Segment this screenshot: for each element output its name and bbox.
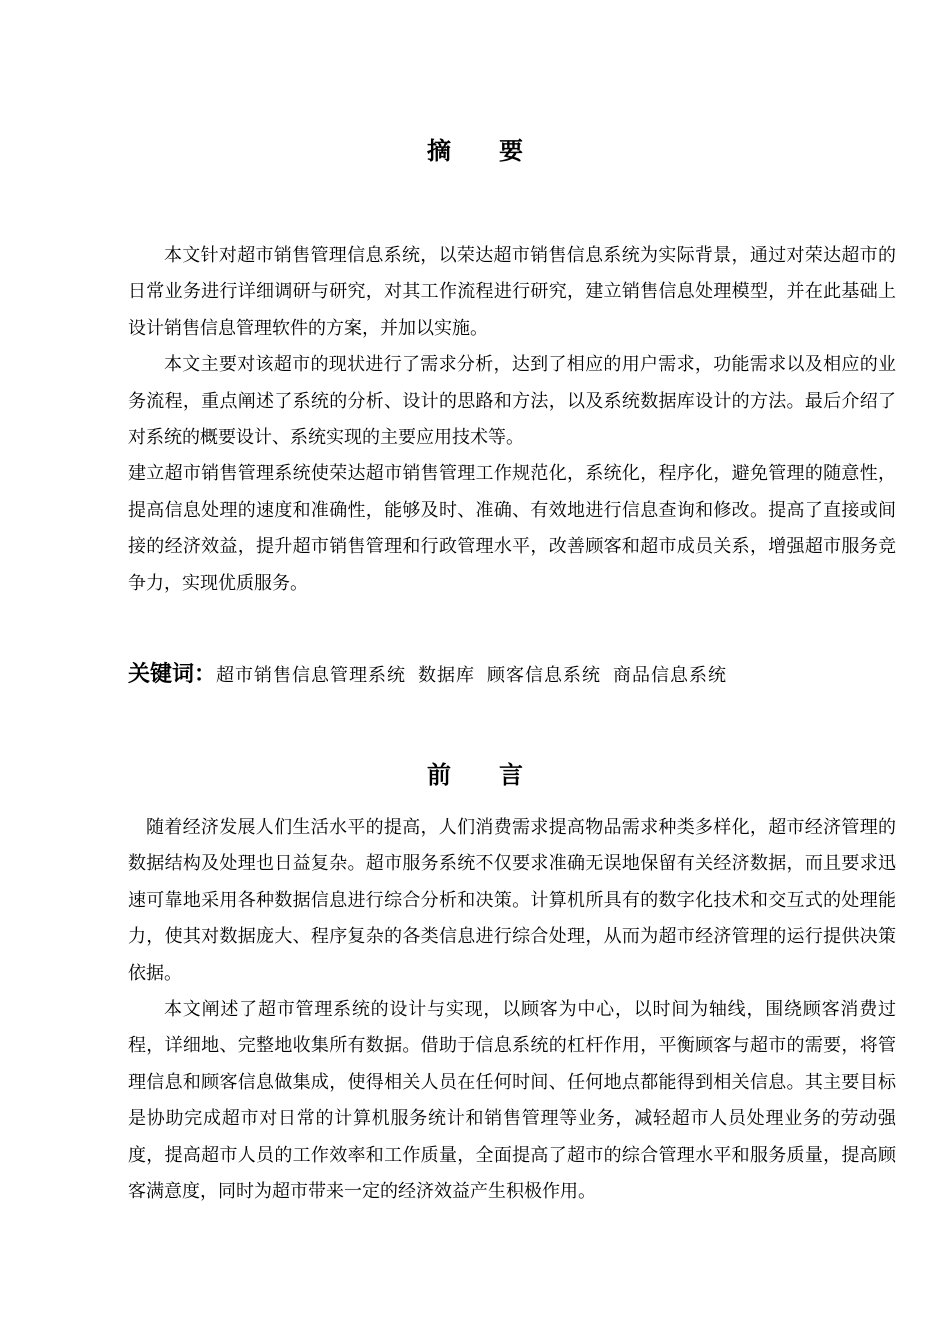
abstract-body [128,238,896,602]
keyword-item: 超市销售信息管理系统 [216,665,407,686]
abstract-paragraph: 本文针对超市销售管理信息系统，以荣达超市销售信息系统为实际背景，通过对荣达超市的日常业务进行详细调研与研究，对其工作流程进行研究，建立销售信息处理模型，并在此基础上设计销售信息管理软件的方案，并加以实施。 [128,245,896,339]
keywords-label: 关键词： [128,662,217,687]
preface-heading-char-2: 言 [499,761,523,789]
preface-paragraph: 本文阐述了超市管理系统的设计与实现，以顾客为中心，以时间为轴线，围绕顾客消费过程，详细地、完整地收集所有数据。借助于信息系统的杠杆作用，平衡顾客与超市的需要，将管理信息和顾客信息做集成，使得相关人员在任何时间、任何地点都能得到相关信息。其主要目标是协助完成超市对日常的计算机服务统计和销售管理等业务，减轻超市人员处理业务的劳动强度，提高超市人员的工作效率和工作质量，全面提高了超市的综合管理水平和服务质量，提高顾客满意度，同时为超市带来一定的经济效益产生积极作用。 [128,999,896,1203]
abstract-heading [0,136,950,166]
abstract-paragraph: 本文主要对该超市的现状进行了需求分析，达到了相应的用户需求，功能需求以及相应的业务流程，重点阐述了系统的分析、设计的思路和方法，以及系统数据库设计的方法。最后介绍了对系统的概要设计、系统实现的主要应用技术等。 [128,354,896,449]
preface-body [128,810,896,1210]
keyword-item: 数据库 [418,665,476,686]
abstract-paragraph: 建立超市销售管理系统使荣达超市销售管理工作规范化，系统化，程序化，避免管理的随意性，提高信息处理的速度和准确性，能够及时、准确、有效地进行信息查询和修改。提高了直接或间接的经济效益，提升超市销售管理和行政管理水平，改善顾客和超市成员关系，增强超市服务竞争力，实现优质服务。 [128,463,896,594]
keyword-item: 顾客信息系统 [487,665,602,686]
preface-paragraph: 随着经济发展人们生活水平的提高，人们消费需求提高物品需求种类多样化，超市经济管理的数据结构及处理也日益复杂。超市服务系统不仅要求准确无误地保留有关经济数据，而且要求迅速可靠地采用各种数据信息进行综合分析和决策。计算机所具有的数字化技术和交互式的处理能力，使其对数据庞大、程序复杂的各类信息进行综合处理，从而为超市经济管理的运行提供决策依据。 [128,817,896,984]
keyword-item: 商品信息系统 [613,665,728,686]
preface-heading-char-1: 前 [427,761,451,789]
preface-heading [0,760,950,790]
abstract-heading-char-2: 要 [499,137,523,165]
keywords-list [216,665,739,686]
keywords-line [128,658,896,693]
abstract-heading-char-1: 摘 [427,137,451,165]
